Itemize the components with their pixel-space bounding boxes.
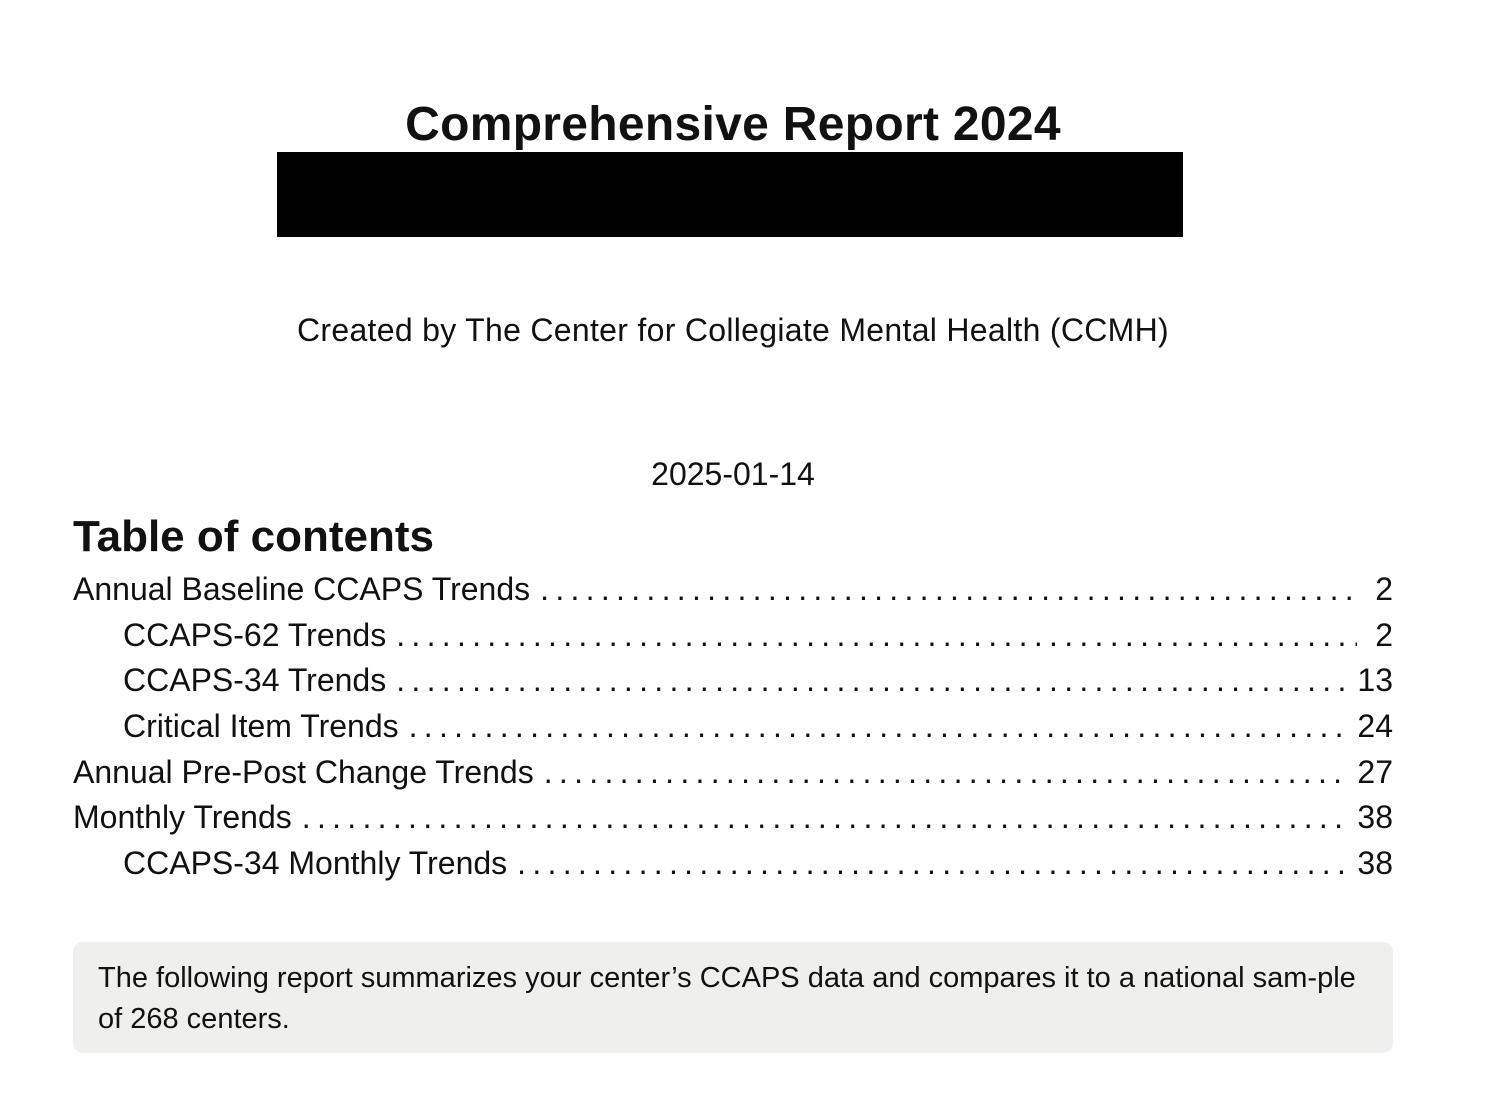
toc-page-number: 2 (1375, 571, 1393, 607)
toc-leader-dots (544, 750, 1348, 795)
toc-entry-annual-pre-post-change-trends[interactable] (73, 750, 1393, 796)
toc-entry-label: Annual Baseline CCAPS Trends (73, 571, 531, 607)
toc-entry-ccaps-34-trends[interactable] (73, 658, 1393, 704)
report-title: Comprehensive Report 2024 (405, 98, 1061, 151)
toc-leader-dots (540, 567, 1357, 612)
toc-page-number: 24 (1357, 708, 1393, 745)
toc-page-number: 38 (1357, 845, 1393, 882)
toc-entry-ccaps-62-trends[interactable] (73, 613, 1393, 659)
toc-entry-monthly-trends[interactable] (73, 795, 1393, 841)
toc-entry-label: Monthly Trends (73, 799, 292, 836)
toc-entry-critical-item-trends[interactable] (73, 704, 1393, 750)
toc-page-number: 13 (1357, 662, 1393, 699)
toc-page-number: 38 (1357, 799, 1393, 836)
table-of-contents (73, 567, 1393, 887)
report-subtitle: Created by The Center for Collegiate Mental Health (CCMH) (297, 312, 1169, 348)
toc-leader-dots (302, 795, 1348, 840)
toc-entry-label: Annual Pre-Post Change Trends (73, 753, 534, 790)
toc-leader-dots (517, 841, 1347, 886)
toc-page-number: 2 (1375, 616, 1393, 653)
toc-entry-ccaps-34-monthly-trends[interactable] (73, 841, 1393, 887)
toc-entry-label: CCAPS-62 Trends (123, 616, 387, 653)
toc-entry-label: CCAPS-34 Trends (123, 662, 387, 699)
redaction-bar (277, 152, 1183, 237)
toc-entry-label: CCAPS-34 Monthly Trends (123, 845, 508, 882)
toc-leader-dots (396, 613, 1357, 658)
report-date: 2025-01-14 (651, 456, 815, 492)
toc-entry-annual-baseline-ccaps-trends[interactable] (73, 567, 1393, 613)
toc-leader-dots (409, 704, 1348, 749)
toc-page-number: 27 (1357, 753, 1393, 790)
toc-entry-label: Critical Item Trends (123, 708, 399, 745)
toc-leader-dots (396, 658, 1347, 703)
toc-heading: Table of contents (73, 512, 434, 561)
summary-callout: The following report summarizes your center’s CCAPS data and compares it to a national sam-ple of 268 centers. (73, 942, 1393, 1053)
